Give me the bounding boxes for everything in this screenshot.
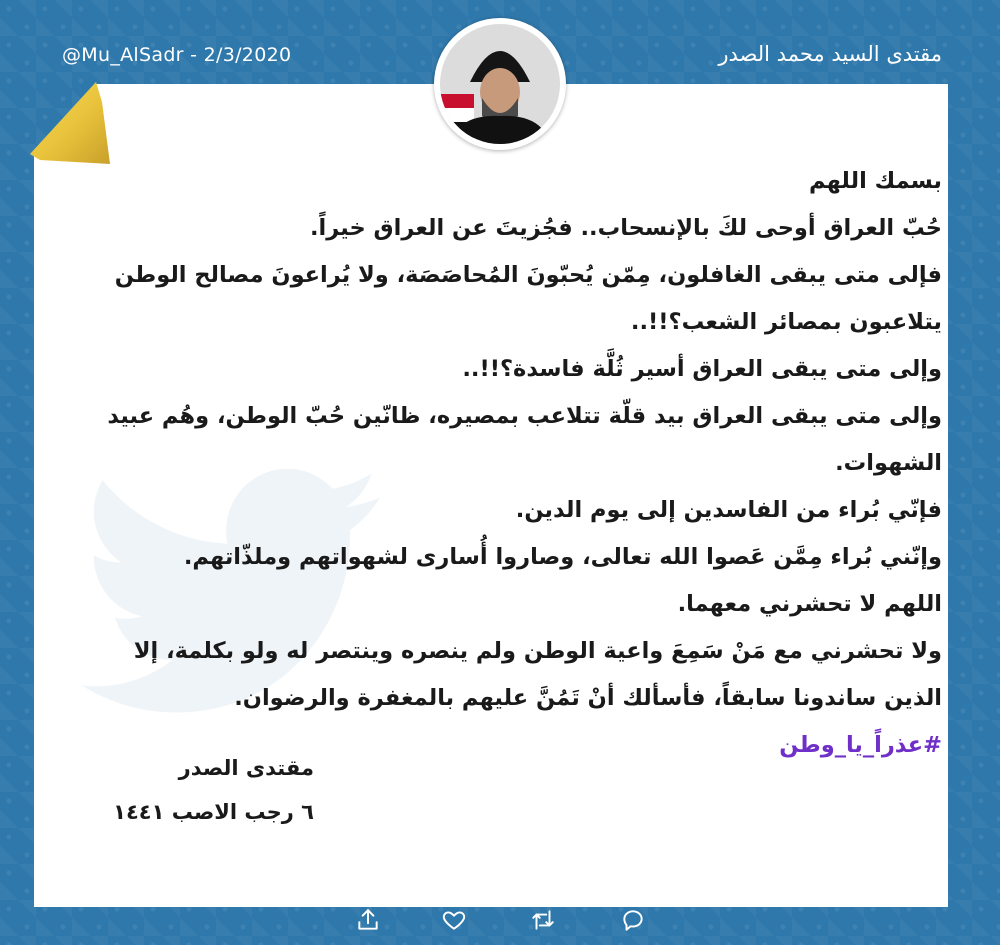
post-line: يتلاعبون بمصائر الشعب؟!!.. <box>630 309 942 335</box>
post-line: فإلى متى يبقى الغافلون، مِمّن يُحبّونَ المُحاصَصَة، ولا يُراعونَ مصالح الوطن <box>114 262 942 288</box>
hashtag-link[interactable]: #عذراً_يا_وطن <box>779 732 942 758</box>
post-line: بسمك اللهم <box>808 168 942 194</box>
share-button[interactable] <box>355 907 381 933</box>
post-line: وإلى متى يبقى العراق بيد قلّة تتلاعب بمصيره، ظانّين حُبّ الوطن، وهُم عبيد <box>107 403 942 429</box>
action-bar <box>0 905 1000 937</box>
signature-name: مقتدى الصدر <box>178 756 314 780</box>
author-name: مقتدى السيد محمد الصدر <box>718 42 942 66</box>
retweet-button[interactable] <box>530 907 556 933</box>
post-body <box>55 158 942 769</box>
post-line: الشهوات. <box>835 450 942 476</box>
post-line: وإلى متى يبقى العراق أسير ثُلَّة فاسدة؟!!.. <box>462 356 942 382</box>
heart-icon <box>441 907 467 933</box>
signature-date: ٦ رجب الاصب ١٤٤١ <box>113 800 314 824</box>
like-button[interactable] <box>441 907 467 933</box>
post-line: الذين ساندونا سابقاً، فأسألك أنْ تَمُنَّ عليهم بالمغفرة والرضوان. <box>234 685 942 711</box>
handle-date: @Mu_AlSadr - 2/3/2020 <box>62 44 292 66</box>
post-line: حُبّ العراق أوحى لكَ بالإنسحاب.. فجُزيتَ عن العراق خيراً. <box>310 215 942 241</box>
post-line: فإنّي بُراء من الفاسدين إلى يوم الدين. <box>515 497 942 523</box>
post-line: اللهم لا تحشرني معهما. <box>677 591 942 617</box>
reply-button[interactable] <box>620 907 646 933</box>
share-icon <box>355 907 381 933</box>
post-line: ولا تحشرني مع مَنْ سَمِعَ واعية الوطن ولم ينصره وينتصر له ولو بكلمة، إلا <box>133 638 942 664</box>
post-line: وإنّني بُراء مِمَّن عَصوا الله تعالى، وصاروا أُسارى لشهواتهم وملذّاتهم. <box>183 544 942 570</box>
reply-icon <box>620 907 646 933</box>
avatar[interactable] <box>434 18 566 150</box>
page-fold-corner <box>30 82 110 164</box>
retweet-icon <box>530 907 556 933</box>
